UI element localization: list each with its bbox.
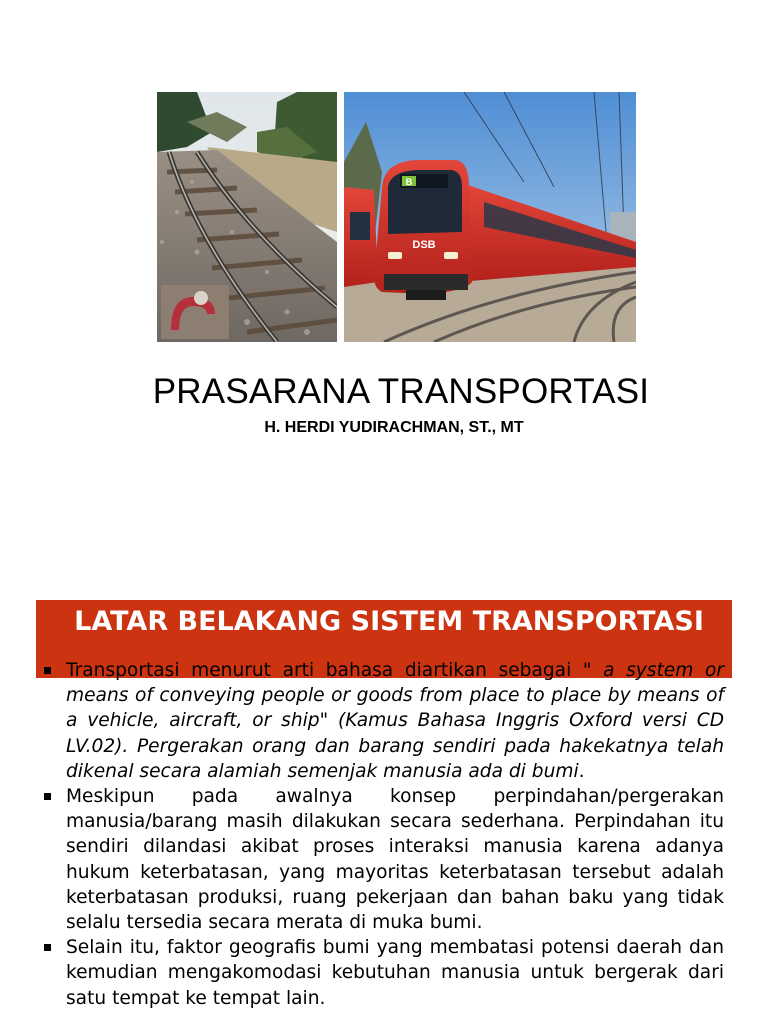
list-item: [38, 784, 724, 935]
train-logo: DSB: [412, 239, 436, 251]
list-item: [38, 658, 724, 784]
square-bullet-icon: [44, 944, 51, 951]
railway-track-photo: [157, 92, 337, 342]
content-slide: [0, 576, 768, 1024]
bullet-text: Meskipun pada awalnya konsep perpindahan/pergerakan manusia/barang masih dilakukan secara sederhana. Perpindahan itu sendiri dilandasi akibat proses interaksi manusia karena adanya hukum keterbatasan, yang mayoritas keterbatasan tersebut adalah keterbatasan produksi, ruang pekerjaan dan bahan baku yang tidak selalu tersedia secara merata di muka bumi.: [66, 786, 724, 934]
list-item: [38, 935, 724, 1011]
square-bullet-icon: [44, 667, 51, 674]
bullet-text-cont: " (Kamus Bahasa Inggris Oxford versi CD LV.02). Pergerakan orang dan barang sendiri pada hakekatnya telah dikenal secara alamiah semenjak manusia ada di bumi: [66, 710, 725, 782]
square-bullet-icon: [44, 793, 51, 800]
section-heading: LATAR BELAKANG SISTEM TRANSPORTASI: [74, 606, 704, 637]
bullet-text: Selain itu, faktor geografis bumi yang membatasi potensi daerah dan kemudian mengakomodasi kebutuhan manusia untuk bergerak dari satu tempat ke tempat lain.: [66, 937, 724, 1009]
bullet-end: .: [578, 760, 585, 782]
bullet-list: [38, 658, 724, 1011]
bullet-text: Transportasi menurut arti bahasa diartikan sebagai ": [66, 660, 604, 681]
bullet-quote: a system or means of conveying people or goods from place to place by means of a vehicle, aircraft, or ship: [66, 660, 724, 732]
slide-title: PRASARANA TRANSPORTASI: [152, 372, 650, 411]
train-sign-letter: B: [405, 177, 413, 187]
slide-author: H. HERDI YUDIRACHMAN, ST., MT: [264, 419, 524, 436]
red-train-photo: [344, 92, 636, 342]
